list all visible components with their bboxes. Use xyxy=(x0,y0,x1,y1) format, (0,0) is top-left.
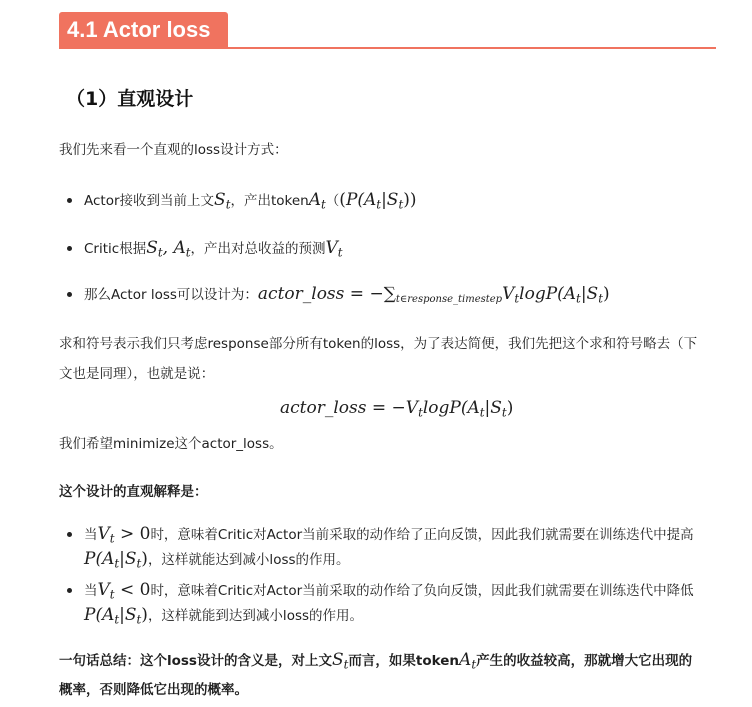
subsection-heading: （1）直观设计 xyxy=(66,88,194,110)
math-policy-prob: $P(A_t|S_t)$ xyxy=(84,549,148,571)
math-V-t: $V_t > 0$ xyxy=(97,524,151,546)
bullet-dot xyxy=(67,246,72,251)
interpretation-positive-line-1: 当$V_t > 0$时，意味着Critic对Actor当前采取的动作给了正向反馈，因此我们就需要在训练迭代中提高 xyxy=(84,524,694,546)
bullet-item-loss-formula: 那么Actor loss可以设计为：actor_loss = $-\sum_{t\in response\_timestep}V_t\log P(A_t|S_t)$ xyxy=(84,284,610,306)
section-heading-text: 4.1 Actor loss xyxy=(67,17,211,42)
math-policy-prob: $P(A_t|S_t)$ xyxy=(84,605,148,627)
bullet-dot xyxy=(67,532,72,537)
math-S-t: $S_t$ xyxy=(146,238,163,260)
math-actor-loss-sum: actor_loss = $-\sum_{t\in response\_timestep}V_t\log P(A_t|S_t)$ xyxy=(257,284,610,306)
minimize-paragraph: 我们希望minimize这个actor_loss。 xyxy=(59,436,283,452)
interpretation-negative-line-2: $P(A_t|S_t)$，这样就能到达到减小loss的作用。 xyxy=(84,605,364,627)
bullet-item-critic: Critic根据$S_t$, $A_t$，产出对总收益的预测$V_t$ xyxy=(84,238,343,260)
math-A-t: $A_t$ xyxy=(308,190,326,212)
bullet-item-actor: Actor接收到当前上文$S_t$，产出$tokenA_t((P(A_t|S_t))$ xyxy=(84,190,417,212)
math-S-t: $S_t$ xyxy=(331,650,349,672)
math-policy-prob: $(P(A_t|S_t))$ xyxy=(339,190,417,212)
math-A-t: $A_t$ xyxy=(173,238,191,260)
math-S-t: $S_t$ xyxy=(214,190,231,212)
display-formula-actor-loss: actor_loss = $-V_t\log P(A_t|S_t)$ xyxy=(280,398,514,420)
interpretation-negative-line-1: 当$V_t < 0$时，意味着Critic对Actor当前采取的动作给了负向反馈，因此我们就需要在训练迭代中降低 xyxy=(84,580,694,602)
bullet-dot xyxy=(67,292,72,297)
interpretation-heading: 这个设计的直观解释是： xyxy=(59,484,208,500)
summary-line-2: 概率，否则降低它出现的概率。 xyxy=(59,682,248,698)
math-A-t: $A_t$ xyxy=(459,650,477,672)
bullet-dot xyxy=(67,588,72,593)
explanation-line-2: 文也是同理），也就是说： xyxy=(59,366,215,382)
math-V-t: $V_t$ xyxy=(325,238,343,260)
math-V-t: $V_t < 0$ xyxy=(97,580,151,602)
explanation-line-1: 求和符号表示我们只考虑response部分所有token的loss，为了表达简便，我们先把这个求和符号略去（下 xyxy=(59,336,698,352)
intro-paragraph: 我们先来看一个直观的loss设计方式： xyxy=(59,142,288,158)
summary-line-1: 一句话总结：这个loss设计的含义是，对上文$S_t$而言，如果tokenA$_t$产生的收益较高，那就增大它出现的 xyxy=(59,650,693,672)
bullet-dot xyxy=(67,198,72,203)
section-heading-underline xyxy=(59,47,716,49)
interpretation-positive-line-2: $P(A_t|S_t)$，这样就能达到减小loss的作用。 xyxy=(84,549,350,571)
section-heading xyxy=(59,12,228,48)
